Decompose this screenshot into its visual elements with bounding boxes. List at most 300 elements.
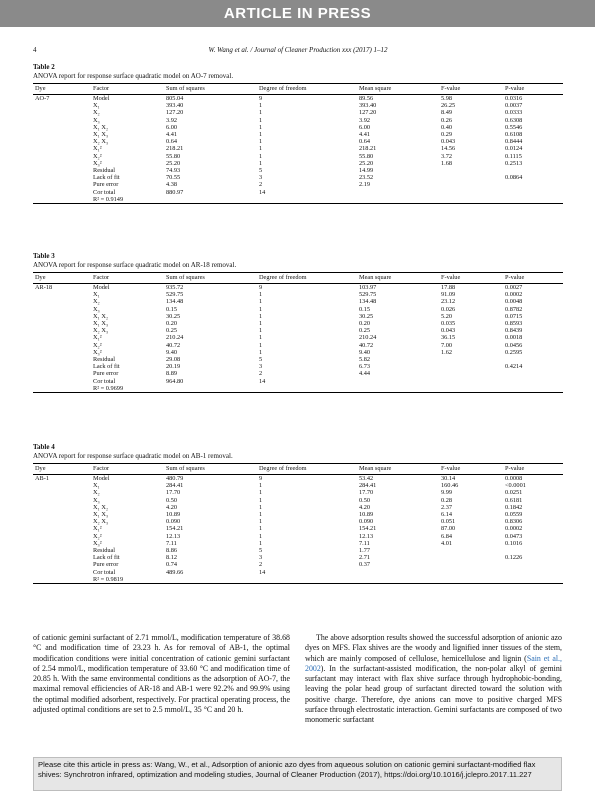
table-cell: 0.0027 bbox=[505, 284, 523, 291]
table-cell: 0.0316 bbox=[505, 95, 523, 102]
dye-cell bbox=[33, 167, 91, 174]
dye-cell bbox=[33, 363, 91, 370]
table-cell: 0.15 bbox=[166, 305, 178, 313]
table-cell: 8.12 bbox=[166, 554, 178, 562]
column-header: Mean square bbox=[357, 84, 439, 95]
article-in-press-banner: ARTICLE IN PRESS bbox=[0, 0, 595, 27]
table-cell bbox=[357, 378, 439, 385]
table-cell bbox=[164, 196, 257, 204]
dye-cell bbox=[33, 356, 91, 363]
table-cell: 0.37 bbox=[359, 561, 371, 569]
table-row bbox=[33, 489, 563, 496]
table-cell: 0.2513 bbox=[505, 159, 523, 167]
table-cell: 29.08 bbox=[166, 356, 181, 364]
table-cell: Lack of fit bbox=[93, 363, 120, 371]
table-cell bbox=[503, 181, 563, 188]
table-row bbox=[33, 284, 563, 292]
journal-reference: W. Wang et al. / Journal of Cleaner Production xxx (2017) 1–12 bbox=[208, 46, 388, 54]
table-cell: 14.56 bbox=[441, 145, 456, 153]
table-cell: 0.0473 bbox=[505, 532, 523, 540]
table-cell: 0.0124 bbox=[505, 145, 523, 153]
dye-cell: AR-18 bbox=[35, 284, 53, 291]
dye-cell bbox=[33, 378, 91, 385]
table-row bbox=[33, 370, 563, 377]
table-cell bbox=[439, 547, 503, 554]
citation-footer bbox=[33, 757, 562, 791]
table-cell: 880.97 bbox=[166, 188, 184, 196]
table-cell: 3.92 bbox=[359, 116, 371, 124]
table-cell: 40.72 bbox=[166, 341, 181, 349]
table-cell: Lack of fit bbox=[93, 174, 120, 182]
table-cell: X₃² bbox=[93, 539, 102, 547]
table-cell: 36.15 bbox=[441, 334, 456, 342]
dye-cell bbox=[33, 174, 91, 181]
table-cell: 55.80 bbox=[359, 152, 374, 160]
table-cell: 1 bbox=[259, 327, 263, 335]
table-cell: 14 bbox=[259, 377, 266, 385]
table-cell: 1 bbox=[259, 320, 263, 328]
table-cell: 1 bbox=[259, 305, 263, 313]
table-3 bbox=[33, 252, 563, 393]
table-cell bbox=[503, 189, 563, 196]
table-row bbox=[33, 540, 563, 547]
table-cell: 26.25 bbox=[441, 102, 456, 110]
table-cell: Cor total bbox=[93, 188, 116, 196]
table-cell: 4.20 bbox=[359, 503, 371, 511]
dye-cell bbox=[33, 533, 91, 540]
column-header: Sum of squares bbox=[164, 464, 257, 475]
table-cell: 4.38 bbox=[166, 181, 178, 189]
table-cell: 0.8593 bbox=[505, 320, 523, 328]
table-cell: 3 bbox=[259, 174, 263, 182]
table-cell: 9.99 bbox=[441, 489, 453, 497]
table-cell: 23.52 bbox=[359, 174, 374, 182]
table-cell: 0.20 bbox=[166, 320, 178, 328]
table-cell: X₂ X₃ bbox=[93, 138, 109, 146]
table-cell: 0.0864 bbox=[505, 174, 523, 182]
dye-cell bbox=[33, 540, 91, 547]
table-cell: 12.13 bbox=[359, 532, 374, 540]
table-row bbox=[33, 298, 563, 305]
page-number: 4 bbox=[33, 46, 37, 54]
dye-cell bbox=[33, 525, 91, 532]
table-row bbox=[33, 117, 563, 124]
table-cell bbox=[439, 378, 503, 385]
table-cell bbox=[503, 569, 563, 576]
table-4 bbox=[33, 443, 563, 584]
table-row bbox=[33, 160, 563, 167]
table-cell: 20.19 bbox=[166, 363, 181, 371]
dye-cell bbox=[33, 497, 91, 504]
table-cell: 7.11 bbox=[359, 539, 370, 547]
table-cell: 0.74 bbox=[166, 561, 178, 569]
column-header: Dye bbox=[33, 84, 91, 95]
table-cell: Pure error bbox=[93, 370, 119, 378]
table-cell: <0.0001 bbox=[505, 482, 526, 490]
table-cell: X₂ bbox=[93, 298, 100, 306]
dye-cell bbox=[33, 385, 91, 393]
table-row bbox=[33, 320, 563, 327]
table-cell: 8.49 bbox=[441, 109, 453, 117]
dye-cell bbox=[33, 504, 91, 511]
table-row bbox=[33, 576, 563, 584]
table-cell: Cor total bbox=[93, 568, 116, 576]
dye-cell bbox=[33, 160, 91, 167]
table-cell: 23.12 bbox=[441, 298, 456, 306]
footer-citation-text: Please cite this article in press as: Wang, W., et al., Adsorption of anionic azo dyes from aqueous solution on cationic gemini surfactant-modified flax shives: Synchrotron infrared, optimization and modeling studies, Journal of Cleaner Production (2017), https://doi.org/10.1016/j.jclepro.2017.11.227 bbox=[38, 760, 536, 780]
table-cell: 6.84 bbox=[441, 532, 453, 540]
dye-cell bbox=[33, 327, 91, 334]
table-cell bbox=[503, 547, 563, 554]
table-cell: 9 bbox=[259, 284, 263, 291]
table-cell: X₃² bbox=[93, 159, 102, 167]
table-cell: 2.37 bbox=[441, 503, 453, 511]
table-row bbox=[33, 196, 563, 204]
table-cell bbox=[439, 576, 503, 584]
table-cell: X₂ bbox=[93, 489, 100, 497]
table-cell: 4.41 bbox=[166, 131, 178, 139]
column-header: P-value bbox=[503, 273, 563, 284]
dye-cell bbox=[33, 153, 91, 160]
paragraph-text-end: ). In the surfactant-assisted modification, the non-polar alkyl of gemini surfactant may interact with flax shive surface through hydrophobic-bonding, leaving the polar head group of surfactant directed toward the solution with positive charge. Therefore, dye anions can move to positive charged MFS surface through electrostatic interaction. Gemini surfactants are composed of two monomeric surfactant bbox=[305, 663, 562, 725]
dye-cell bbox=[33, 102, 91, 109]
table-cell: X₁ bbox=[93, 482, 100, 490]
table-cell: 5 bbox=[259, 167, 263, 175]
dye-cell bbox=[33, 131, 91, 138]
dye-cell bbox=[33, 561, 91, 568]
table-cell: X₁² bbox=[93, 334, 102, 342]
table-cell: 935.72 bbox=[166, 284, 184, 291]
table-cell: 127.20 bbox=[166, 109, 184, 117]
table-cell: X₂² bbox=[93, 341, 102, 349]
table-cell: R² = 0.9149 bbox=[91, 196, 164, 204]
dye-cell bbox=[33, 349, 91, 356]
table-cell: 4.20 bbox=[166, 503, 178, 511]
table-cell: 8.86 bbox=[166, 547, 178, 555]
table-row bbox=[33, 547, 563, 554]
table-row bbox=[33, 95, 563, 103]
table-cell: 53.42 bbox=[359, 475, 374, 482]
table-cell: 1 bbox=[259, 123, 263, 131]
table-cell: R² = 0.9819 bbox=[91, 576, 164, 584]
table-cell: 0.6308 bbox=[505, 116, 523, 124]
table-cell bbox=[503, 196, 563, 204]
table-cell: 2 bbox=[259, 561, 263, 569]
dye-cell bbox=[33, 320, 91, 327]
table-row bbox=[33, 167, 563, 174]
table-cell: 0.090 bbox=[166, 518, 181, 526]
table-cell: 0.64 bbox=[166, 138, 178, 146]
table-cell: X₁ X₂ bbox=[93, 312, 109, 320]
table-row bbox=[33, 482, 563, 489]
right-paragraph bbox=[305, 633, 562, 726]
dye-cell: AO-7 bbox=[35, 95, 50, 102]
dye-cell bbox=[33, 298, 91, 305]
table-cell bbox=[439, 196, 503, 204]
table-cell: 17.70 bbox=[166, 489, 181, 497]
table-cell: 30.25 bbox=[359, 312, 374, 320]
table-cell bbox=[439, 554, 503, 561]
table-cell: 1.62 bbox=[441, 348, 453, 356]
table-cell bbox=[357, 385, 439, 393]
table-cell: 9.40 bbox=[359, 348, 371, 356]
table-cell: Cor total bbox=[93, 377, 116, 385]
table-cell: Lack of fit bbox=[93, 554, 120, 562]
table-cell: 0.25 bbox=[166, 327, 178, 335]
citation-link[interactable]: Sain et al., 2002 bbox=[305, 653, 562, 673]
table-cell: X₁ X₃ bbox=[93, 131, 109, 139]
table-cell: 1 bbox=[259, 291, 263, 299]
table-cell: X₂² bbox=[93, 532, 102, 540]
table-cell: 0.0037 bbox=[505, 102, 523, 110]
column-header: Factor bbox=[91, 84, 164, 95]
table-cell: 0.0008 bbox=[505, 475, 523, 482]
table-cell: 1 bbox=[259, 102, 263, 110]
column-header: F-value bbox=[439, 84, 503, 95]
table-cell: 0.28 bbox=[441, 496, 453, 504]
table-cell bbox=[503, 378, 563, 385]
table-cell: 0.051 bbox=[441, 518, 456, 526]
table-cell: 393.40 bbox=[359, 102, 377, 110]
table-cell: 9 bbox=[259, 475, 263, 482]
table-cell: X₃ bbox=[93, 496, 100, 504]
table-cell bbox=[503, 576, 563, 584]
column-header: Mean square bbox=[357, 273, 439, 284]
table-cell: 0.29 bbox=[441, 131, 453, 139]
table-cell: 127.20 bbox=[359, 109, 377, 117]
table-cell bbox=[503, 561, 563, 568]
table-row bbox=[33, 313, 563, 320]
table-row bbox=[33, 378, 563, 385]
table-cell: 0.6108 bbox=[505, 131, 523, 139]
table-cell: 1 bbox=[259, 511, 263, 519]
table-cell: 9.40 bbox=[166, 348, 178, 356]
table-row bbox=[33, 291, 563, 298]
table-number: Table 3 bbox=[33, 252, 55, 260]
table-cell: X₁ bbox=[93, 102, 100, 110]
table-cell: 1 bbox=[259, 298, 263, 306]
table-cell: 0.15 bbox=[359, 305, 371, 313]
table-row bbox=[33, 306, 563, 313]
column-header: Dye bbox=[33, 464, 91, 475]
table-cell bbox=[439, 370, 503, 377]
table-cell: 489.66 bbox=[166, 568, 184, 576]
table-cell: 1.77 bbox=[359, 547, 371, 555]
table-cell: 0.0048 bbox=[505, 298, 523, 306]
table-cell: 154.21 bbox=[166, 525, 184, 533]
table-cell: 1 bbox=[259, 348, 263, 356]
table-cell: 0.26 bbox=[441, 116, 453, 124]
table-cell bbox=[439, 167, 503, 174]
table-cell: 0.0251 bbox=[505, 489, 523, 497]
dye-cell bbox=[33, 138, 91, 145]
dye-cell bbox=[33, 334, 91, 341]
dye-cell bbox=[33, 482, 91, 489]
column-header: Sum of squares bbox=[164, 84, 257, 95]
table-cell: 1 bbox=[259, 159, 263, 167]
table-cell: 89.56 bbox=[359, 95, 374, 102]
column-header: Dye bbox=[33, 273, 91, 284]
table-cell: 0.6181 bbox=[505, 496, 523, 504]
table-cell: 87.00 bbox=[441, 525, 456, 533]
table-cell: 1.68 bbox=[441, 159, 453, 167]
column-header: Factor bbox=[91, 464, 164, 475]
table-cell: 14 bbox=[259, 188, 266, 196]
table-cell bbox=[439, 189, 503, 196]
table-cell: 103.97 bbox=[359, 284, 377, 291]
dye-cell bbox=[33, 511, 91, 518]
table-row bbox=[33, 518, 563, 525]
table-cell: 1 bbox=[259, 532, 263, 540]
dye-cell bbox=[33, 554, 91, 561]
table-cell: 0.1842 bbox=[505, 503, 523, 511]
table-cell: 1 bbox=[259, 341, 263, 349]
table-cell: 5.20 bbox=[441, 312, 453, 320]
left-column-text bbox=[33, 633, 290, 715]
table-cell: 25.20 bbox=[359, 159, 374, 167]
table-number: Table 4 bbox=[33, 443, 55, 451]
table-row bbox=[33, 145, 563, 152]
table-row bbox=[33, 525, 563, 532]
table-cell: X₁ bbox=[93, 291, 100, 299]
table-cell: Residual bbox=[93, 167, 116, 175]
table-cell bbox=[257, 576, 357, 584]
table-cell: 1 bbox=[259, 518, 263, 526]
table-cell: Model bbox=[93, 284, 110, 291]
table-cell: 1 bbox=[259, 109, 263, 117]
table-cell: 1 bbox=[259, 496, 263, 504]
table-cell: X₁² bbox=[93, 525, 102, 533]
table-cell: 0.1115 bbox=[505, 152, 522, 160]
table-cell: 6.14 bbox=[441, 511, 453, 519]
table-row bbox=[33, 174, 563, 181]
table-row bbox=[33, 131, 563, 138]
column-header: Sum of squares bbox=[164, 273, 257, 284]
paragraph-text-start: The above adsorption results showed the successful adsorption of anionic azo dyes on MFS. Flax shives are the woody and lignified inner tissues of the stem, which are mainly composed of cellulose, hemicellulose and lignin ( bbox=[305, 633, 562, 663]
table-cell: 1 bbox=[259, 489, 263, 497]
table-cell bbox=[357, 189, 439, 196]
table-cell: 1 bbox=[259, 503, 263, 511]
table-cell: 154.21 bbox=[359, 525, 377, 533]
table-cell: 5.82 bbox=[359, 356, 371, 364]
table-cell: 1 bbox=[259, 334, 263, 342]
table-cell: 3 bbox=[259, 363, 263, 371]
table-cell: 0.090 bbox=[359, 518, 374, 526]
table-cell: Pure error bbox=[93, 561, 119, 569]
column-header: Degree of freedom bbox=[257, 84, 357, 95]
table-row bbox=[33, 511, 563, 518]
table-cell: Model bbox=[93, 475, 110, 482]
table-cell: Model bbox=[93, 95, 110, 102]
table-cell bbox=[439, 174, 503, 181]
dye-cell bbox=[33, 569, 91, 576]
table-cell: 134.48 bbox=[166, 298, 184, 306]
table-cell: 12.13 bbox=[166, 532, 181, 540]
table-cell: X₁ X₃ bbox=[93, 320, 109, 328]
table-cell: 2 bbox=[259, 370, 263, 378]
table-cell: 6.00 bbox=[166, 123, 178, 131]
table-cell: 0.8439 bbox=[505, 327, 523, 335]
table-row bbox=[33, 153, 563, 160]
table-cell: 0.043 bbox=[441, 138, 456, 146]
table-cell bbox=[439, 356, 503, 363]
table-row bbox=[33, 561, 563, 568]
table-cell: 0.5546 bbox=[505, 123, 523, 131]
table-cell: 1 bbox=[259, 131, 263, 139]
table-cell: 10.89 bbox=[166, 511, 181, 519]
column-header: F-value bbox=[439, 464, 503, 475]
table-cell: 1 bbox=[259, 482, 263, 490]
table-cell: 210.24 bbox=[359, 334, 377, 342]
dye-cell bbox=[33, 145, 91, 152]
table-cell: 5 bbox=[259, 356, 263, 364]
table-cell: 17.70 bbox=[359, 489, 374, 497]
dye-cell bbox=[33, 518, 91, 525]
table-cell: X₁ X₂ bbox=[93, 123, 109, 131]
dye-cell bbox=[33, 342, 91, 349]
table-row bbox=[33, 356, 563, 363]
table-caption: ANOVA report for response surface quadratic model on AO-7 removal. bbox=[33, 72, 234, 80]
table-cell: 7.11 bbox=[166, 539, 177, 547]
table-row bbox=[33, 569, 563, 576]
table-cell: 529.75 bbox=[166, 291, 184, 299]
table-cell: 0.1016 bbox=[505, 539, 523, 547]
table-row bbox=[33, 334, 563, 341]
table-cell: Residual bbox=[93, 356, 116, 364]
table-cell: X₁² bbox=[93, 145, 102, 153]
table-cell: 40.72 bbox=[359, 341, 374, 349]
table-cell bbox=[439, 363, 503, 370]
table-cell bbox=[503, 370, 563, 377]
table-cell: 17.88 bbox=[441, 284, 456, 291]
table-cell: X₃ bbox=[93, 116, 100, 124]
column-header: P-value bbox=[503, 84, 563, 95]
table-cell: 1 bbox=[259, 525, 263, 533]
table-cell: 1 bbox=[259, 152, 263, 160]
column-header: P-value bbox=[503, 464, 563, 475]
table-cell: 14.99 bbox=[359, 167, 374, 175]
table-cell: 1 bbox=[259, 138, 263, 146]
table-row bbox=[33, 109, 563, 116]
table-cell: 0.0559 bbox=[505, 511, 523, 519]
dye-cell bbox=[33, 189, 91, 196]
table-cell: 2.19 bbox=[359, 181, 371, 189]
table-cell: 0.026 bbox=[441, 305, 456, 313]
table-cell: 0.0715 bbox=[505, 312, 523, 320]
table-cell: 284.41 bbox=[166, 482, 184, 490]
table-cell: 2.71 bbox=[359, 554, 371, 562]
dye-cell bbox=[33, 306, 91, 313]
table-cell: 74.93 bbox=[166, 167, 181, 175]
table-cell: 0.0456 bbox=[505, 341, 523, 349]
table-cell bbox=[357, 196, 439, 204]
table-cell: 30.25 bbox=[166, 312, 181, 320]
table-cell bbox=[257, 385, 357, 393]
dye-cell bbox=[33, 547, 91, 554]
dye-cell bbox=[33, 370, 91, 377]
table-cell: 10.89 bbox=[359, 511, 374, 519]
table-cell: 6.00 bbox=[359, 123, 371, 131]
table-cell: 25.20 bbox=[166, 159, 181, 167]
table-cell: 1 bbox=[259, 116, 263, 124]
table-cell: 4.44 bbox=[359, 370, 371, 378]
table-row bbox=[33, 102, 563, 109]
dye-cell bbox=[33, 489, 91, 496]
table-row bbox=[33, 533, 563, 540]
table-cell: X₁ X₂ bbox=[93, 503, 109, 511]
table-2 bbox=[33, 63, 563, 204]
table-cell bbox=[439, 385, 503, 393]
